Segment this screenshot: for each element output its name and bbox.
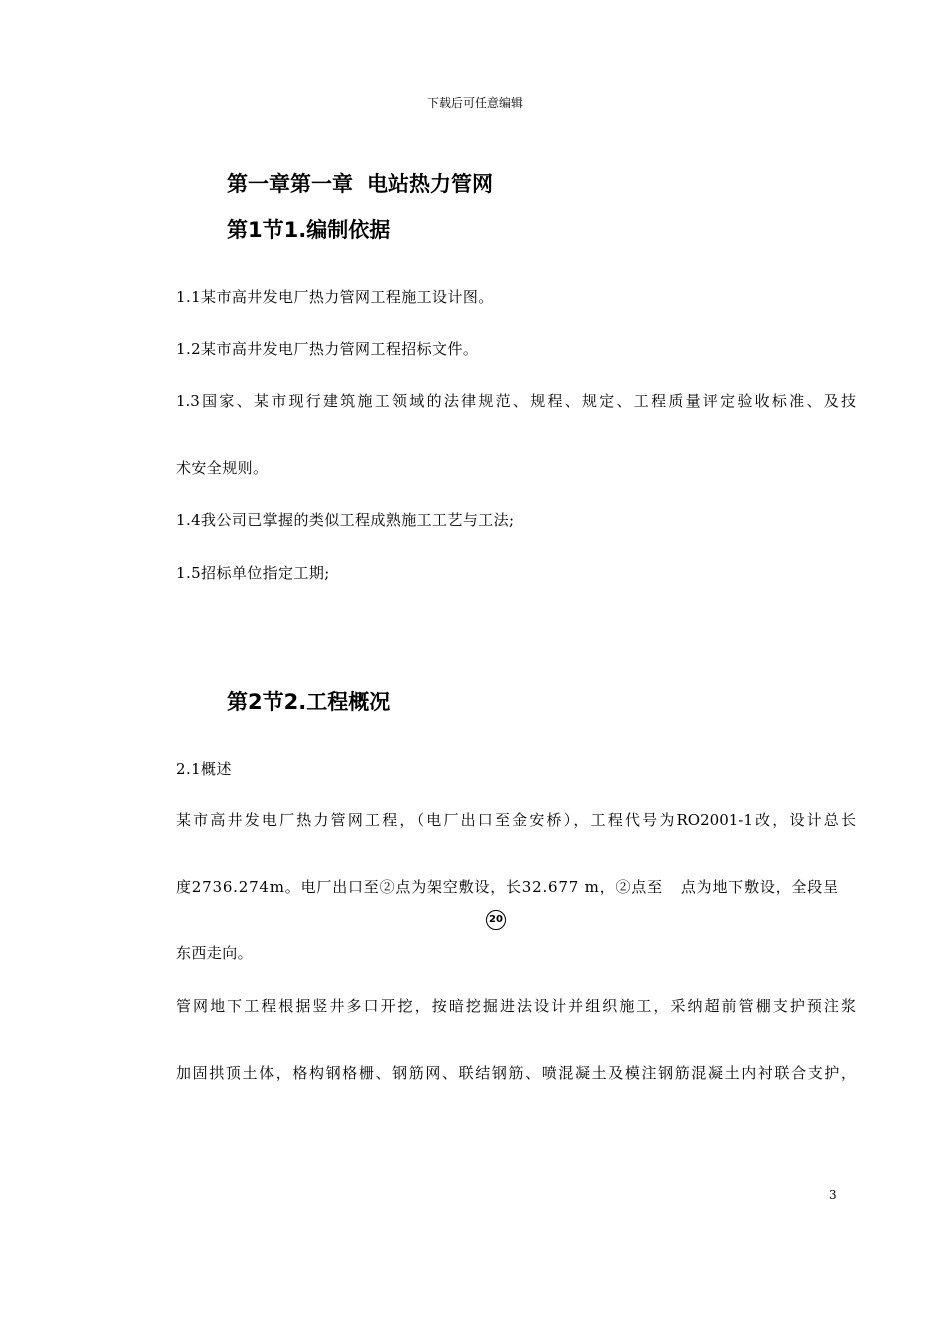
body-line-part: 度2736.274m。电厂出口至②点为架空敷设，长32.677 m，②点至 bbox=[176, 878, 663, 896]
list-item: 1.4我公司已掌握的类似工程成熟施工工艺与工法; bbox=[176, 511, 515, 529]
body-line bbox=[176, 876, 839, 897]
list-item: 1.3国家、某市现行建筑施工领域的法律规范、规程、规定、工程质量评定验收标准、及技 bbox=[176, 392, 856, 410]
list-item: 术安全规则。 bbox=[176, 459, 269, 477]
section-title-1: 第1节1.编制依据 bbox=[227, 218, 391, 242]
list-item: 1.2某市高井发电厂热力管网工程招标文件。 bbox=[176, 340, 479, 358]
body-line: 东西走向。 bbox=[176, 944, 254, 962]
section-subtitle: 2.1概述 bbox=[176, 760, 232, 778]
page-header: 下载后可任意编辑 bbox=[426, 96, 523, 110]
body-line-part: 点为地下敷设，全段呈 bbox=[680, 878, 839, 896]
body-line: 管网地下工程根据竖井多口开挖，按暗挖掘进法设计并组织施工，采纳超前管棚支护预注浆 bbox=[176, 997, 856, 1015]
section-title-2: 第2节2.工程概况 bbox=[227, 690, 391, 714]
chapter-title-text: 电站热力管网 bbox=[367, 172, 493, 196]
chapter-title bbox=[227, 168, 493, 198]
page-number: 3 bbox=[829, 1188, 837, 1202]
body-line: 加固拱顶土体，格构钢格栅、钢筋网、联结钢筋、喷混凝土及模注钢筋混凝土内衬联合支护， bbox=[176, 1064, 856, 1082]
body-line: 某市高井发电厂热力管网工程，（电厂出口至金安桥），工程代号为RO2001-1改，设计总长 bbox=[176, 811, 856, 829]
list-item: 1.5招标单位指定工期; bbox=[176, 564, 330, 582]
chapter-title-number: 第一章第一章 bbox=[227, 172, 353, 196]
circled-number-20: 20 bbox=[486, 910, 506, 930]
list-item: 1.1某市高井发电厂热力管网工程施工设计图。 bbox=[176, 288, 494, 306]
